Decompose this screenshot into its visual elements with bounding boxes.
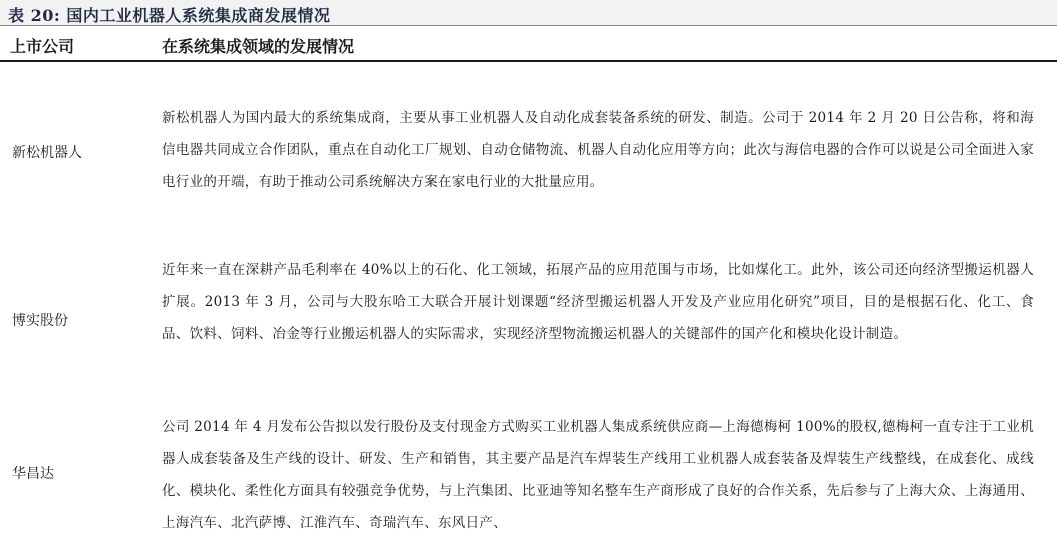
table-row — [0, 102, 1057, 202]
row-company: 博实股份 — [12, 313, 68, 329]
row-description: 近年来一直在深耕产品毛利率在 40%以上的石化、化工领域，拓展产品的应用范围与市场，比如煤化工。此外，该公司还向经济型搬运机器人扩展。2013 年 3 月，公司与大股东哈工大联合开展计划课题“经济型搬运机器人开发及产业应用化研究”项目，目的是根据石化、化工、食品、饮料、饲料、冶金等行业搬运机器人的实际需求，实现经济型物流搬运机器人的关键部件的国产化和模块化设计制造。 — [162, 262, 1034, 342]
table-row — [0, 411, 1057, 537]
row-description: 公司 2014 年 4 月发布公告拟以发行股份及支付现金方式购买工业机器人集成系统供应商—上海德梅柯 100%的股权,德梅柯一直专注于工业机器人成套装备及生产线的设计、研发、生产和销售，其主要产品是汽车焊装生产线用工业机器人成套装备及焊装生产线整线，在成套化、成线化、模块化、柔性化方面具有较强竞争优势，与上汽集团、比亚迪等知名整车生产商形成了良好的合作关系，先后参与了上海大众、上海通用、上海汽车、北汽萨博、江淮汽车、奇瑞汽车、东风日产、 — [162, 419, 1034, 531]
table-title-bar — [0, 0, 1057, 26]
table-header-row — [0, 26, 1057, 62]
row-company: 新松机器人 — [12, 145, 82, 161]
column-header-company: 上市公司 — [10, 37, 75, 56]
row-description: 新松机器人为国内最大的系统集成商，主要从事工业机器人及自动化成套装备系统的研发、制造。公司于 2014 年 2 月 20 日公告称，将和海信电器共同成立合作团队，重点在自动化工厂规划、自动仓储物流、机器人自动化应用等方向；此次与海信电器的合作可以说是公司全面进入家电行业的开端，有助于推动公司系统解决方案在家电行业的大批量应用。 — [162, 110, 1034, 190]
row-company: 华昌达 — [12, 466, 54, 482]
table-title: 表 20: 国内工业机器人系统集成商发展情况 — [8, 6, 331, 25]
column-header-description: 在系统集成领域的发展情况 — [162, 37, 355, 56]
table-row — [0, 254, 1057, 384]
